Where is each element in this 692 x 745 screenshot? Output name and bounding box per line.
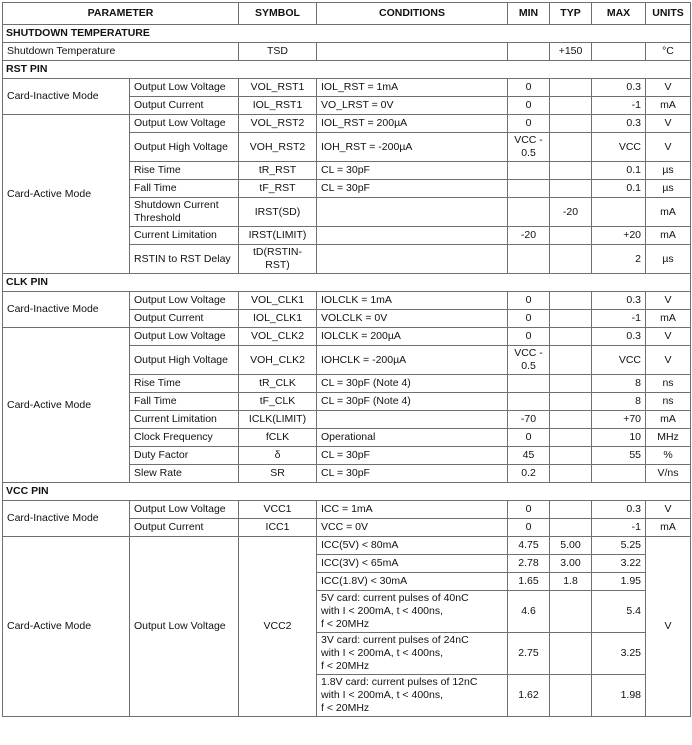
mode-cell: Card-Inactive Mode [3, 292, 130, 328]
conditions-cell [317, 411, 508, 429]
conditions-cell: CL = 30pF (Note 4) [317, 375, 508, 393]
param-cell: Output Low Voltage [130, 501, 239, 519]
unit-cell: V [646, 328, 691, 346]
section-vcc-pin [3, 483, 691, 501]
symbol-cell: tD(RSTIN-RST) [239, 245, 317, 274]
max-cell: +20 [592, 227, 646, 245]
max-cell [592, 43, 646, 61]
typ-cell: 3.00 [550, 555, 592, 573]
typ-cell [550, 501, 592, 519]
symbol-cell: tR_CLK [239, 375, 317, 393]
min-cell [508, 245, 550, 274]
unit-cell: µs [646, 245, 691, 274]
max-cell: 0.3 [592, 292, 646, 310]
typ-cell [550, 675, 592, 717]
table-row [3, 537, 691, 555]
typ-cell [550, 292, 592, 310]
unit-cell: mA [646, 519, 691, 537]
max-cell: 5.4 [592, 591, 646, 633]
min-cell: VCC - 0.5 [508, 346, 550, 375]
typ-cell: -20 [550, 198, 592, 227]
min-cell [508, 162, 550, 180]
min-cell: 0 [508, 310, 550, 328]
param-cell: Output Current [130, 519, 239, 537]
param-cell: Fall Time [130, 180, 239, 198]
conditions-cell: IOH_RST = -200µA [317, 133, 508, 162]
param-cell: Output High Voltage [130, 133, 239, 162]
min-cell: 0 [508, 115, 550, 133]
symbol-cell: VOH_RST2 [239, 133, 317, 162]
typ-cell [550, 393, 592, 411]
unit-cell: °C [646, 43, 691, 61]
symbol-cell: IOL_RST1 [239, 97, 317, 115]
max-cell: -1 [592, 310, 646, 328]
min-cell: 1.65 [508, 573, 550, 591]
typ-cell [550, 133, 592, 162]
min-cell: 0 [508, 79, 550, 97]
electrical-characteristics-table [2, 2, 691, 717]
table-body-main [3, 79, 691, 717]
max-cell [592, 198, 646, 227]
header-min: MIN [508, 3, 550, 25]
unit-cell: mA [646, 411, 691, 429]
param-cell: Output Low Voltage [130, 537, 239, 717]
min-cell: 0 [508, 328, 550, 346]
unit-cell: V [646, 133, 691, 162]
symbol-cell: VCC2 [239, 537, 317, 717]
conditions-cell [317, 43, 508, 61]
conditions-cell: IOLCLK = 200µA [317, 328, 508, 346]
header-conditions: CONDITIONS [317, 3, 508, 25]
conditions-cell: VO_LRST = 0V [317, 97, 508, 115]
min-cell [508, 180, 550, 198]
table-body [3, 25, 691, 79]
symbol-cell: tR_RST [239, 162, 317, 180]
param-cell: Output Current [130, 97, 239, 115]
typ-cell [550, 115, 592, 133]
mode-cell: Card-Active Mode [3, 537, 130, 717]
param-cell: Output Low Voltage [130, 328, 239, 346]
conditions-cell: IOHCLK = -200µA [317, 346, 508, 375]
max-cell [592, 465, 646, 483]
param-cell: Fall Time [130, 393, 239, 411]
max-cell: 5.25 [592, 537, 646, 555]
typ-cell [550, 162, 592, 180]
symbol-cell: IRST(LIMIT) [239, 227, 317, 245]
min-cell: 0 [508, 292, 550, 310]
symbol-cell: SR [239, 465, 317, 483]
min-cell: -20 [508, 227, 550, 245]
symbol-cell: ICLK(LIMIT) [239, 411, 317, 429]
symbol-cell: ICC1 [239, 519, 317, 537]
conditions-cell: ICC(3V) < 65mA [317, 555, 508, 573]
min-cell: 0.2 [508, 465, 550, 483]
unit-cell: V [646, 115, 691, 133]
conditions-cell: CL = 30pF [317, 162, 508, 180]
section-shutdown [3, 25, 691, 43]
min-cell [508, 375, 550, 393]
min-cell: -70 [508, 411, 550, 429]
symbol-cell: VCC1 [239, 501, 317, 519]
symbol-cell: VOL_RST2 [239, 115, 317, 133]
max-cell: 0.3 [592, 115, 646, 133]
symbol-cell: VOL_CLK1 [239, 292, 317, 310]
max-cell: 3.25 [592, 633, 646, 675]
table-row [3, 43, 691, 61]
param-cell: Output Current [130, 310, 239, 328]
typ-cell: 1.8 [550, 573, 592, 591]
conditions-cell: VCC = 0V [317, 519, 508, 537]
min-cell [508, 198, 550, 227]
mode-cell: Card-Inactive Mode [3, 79, 130, 115]
min-cell: 4.6 [508, 591, 550, 633]
table-row [3, 328, 691, 346]
max-cell: -1 [592, 519, 646, 537]
typ-cell [550, 633, 592, 675]
conditions-cell: ICC = 1mA [317, 501, 508, 519]
param-cell: Current Limitation [130, 227, 239, 245]
header-max: MAX [592, 3, 646, 25]
section-title: VCC PIN [3, 483, 691, 501]
conditions-cell: IOL_RST = 1mA [317, 79, 508, 97]
conditions-cell [317, 198, 508, 227]
min-cell: 45 [508, 447, 550, 465]
mode-cell: Card-Inactive Mode [3, 501, 130, 537]
max-cell: +70 [592, 411, 646, 429]
param-cell: RSTIN to RST Delay [130, 245, 239, 274]
min-cell: 0 [508, 97, 550, 115]
unit-cell: mA [646, 97, 691, 115]
min-cell: 1.62 [508, 675, 550, 717]
conditions-cell: IOLCLK = 1mA [317, 292, 508, 310]
unit-cell: V [646, 79, 691, 97]
min-cell: 0 [508, 429, 550, 447]
param-cell: Clock Frequency [130, 429, 239, 447]
conditions-cell: 5V card: current pulses of 40nC with I < 200mA, t < 400ns, f < 20MHz [317, 591, 508, 633]
header-row [3, 3, 691, 25]
table-row [3, 79, 691, 97]
header-parameter: PARAMETER [3, 3, 239, 25]
param-cell: Output Low Voltage [130, 115, 239, 133]
typ-cell [550, 79, 592, 97]
min-cell [508, 43, 550, 61]
min-cell [508, 393, 550, 411]
section-clk-pin [3, 274, 691, 292]
typ-cell [550, 519, 592, 537]
max-cell: 55 [592, 447, 646, 465]
unit-cell: µs [646, 162, 691, 180]
conditions-cell [317, 245, 508, 274]
unit-cell: ns [646, 375, 691, 393]
typ-cell [550, 227, 592, 245]
conditions-cell: ICC(5V) < 80mA [317, 537, 508, 555]
param-cell: Rise Time [130, 375, 239, 393]
symbol-cell: tF_CLK [239, 393, 317, 411]
param-cell: Slew Rate [130, 465, 239, 483]
conditions-cell: Operational [317, 429, 508, 447]
conditions-cell: CL = 30pF [317, 447, 508, 465]
max-cell: 0.3 [592, 328, 646, 346]
max-cell: -1 [592, 97, 646, 115]
symbol-cell: IOL_CLK1 [239, 310, 317, 328]
min-cell: 2.78 [508, 555, 550, 573]
param-cell: Output Low Voltage [130, 79, 239, 97]
max-cell: 8 [592, 375, 646, 393]
conditions-cell: VOLCLK = 0V [317, 310, 508, 328]
section-rst-pin [3, 61, 691, 79]
max-cell: 10 [592, 429, 646, 447]
typ-cell [550, 411, 592, 429]
unit-cell: V [646, 537, 691, 717]
max-cell: 0.1 [592, 162, 646, 180]
unit-cell: V [646, 292, 691, 310]
conditions-cell: IOL_RST = 200µA [317, 115, 508, 133]
max-cell: 0.3 [592, 79, 646, 97]
typ-cell [550, 97, 592, 115]
unit-cell: V/ns [646, 465, 691, 483]
table-row [3, 292, 691, 310]
conditions-cell: 3V card: current pulses of 24nC with I < 200mA, t < 400ns, f < 20MHz [317, 633, 508, 675]
param-cell: Output High Voltage [130, 346, 239, 375]
typ-cell [550, 245, 592, 274]
header-units: UNITS [646, 3, 691, 25]
section-title: RST PIN [3, 61, 691, 79]
table-row [3, 501, 691, 519]
param-cell: Duty Factor [130, 447, 239, 465]
unit-cell: MHz [646, 429, 691, 447]
symbol-cell: tF_RST [239, 180, 317, 198]
typ-cell [550, 447, 592, 465]
mode-cell: Card-Active Mode [3, 115, 130, 274]
table-row [3, 115, 691, 133]
max-cell: 0.1 [592, 180, 646, 198]
min-cell: VCC - 0.5 [508, 133, 550, 162]
max-cell: 1.95 [592, 573, 646, 591]
unit-cell: % [646, 447, 691, 465]
symbol-cell: δ [239, 447, 317, 465]
min-cell: 4.75 [508, 537, 550, 555]
typ-cell [550, 375, 592, 393]
symbol-cell: TSD [239, 43, 317, 61]
conditions-cell: CL = 30pF (Note 4) [317, 393, 508, 411]
param-cell: Shutdown Current Threshold [130, 198, 239, 227]
typ-cell: +150 [550, 43, 592, 61]
mode-cell: Card-Active Mode [3, 328, 130, 483]
symbol-cell: fCLK [239, 429, 317, 447]
conditions-cell: CL = 30pF [317, 180, 508, 198]
max-cell: 0.3 [592, 501, 646, 519]
min-cell: 0 [508, 519, 550, 537]
unit-cell: V [646, 346, 691, 375]
min-cell: 2.75 [508, 633, 550, 675]
typ-cell [550, 429, 592, 447]
typ-cell [550, 328, 592, 346]
header-typ: TYP [550, 3, 592, 25]
symbol-cell: VOH_CLK2 [239, 346, 317, 375]
max-cell: VCC [592, 346, 646, 375]
param-cell: Current Limitation [130, 411, 239, 429]
symbol-cell: IRST(SD) [239, 198, 317, 227]
min-cell: 0 [508, 501, 550, 519]
unit-cell: mA [646, 310, 691, 328]
conditions-cell: CL = 30pF [317, 465, 508, 483]
typ-cell [550, 465, 592, 483]
conditions-cell: 1.8V card: current pulses of 12nC with I < 200mA, t < 400ns, f < 20MHz [317, 675, 508, 717]
typ-cell: 5.00 [550, 537, 592, 555]
typ-cell [550, 310, 592, 328]
conditions-cell: ICC(1.8V) < 30mA [317, 573, 508, 591]
typ-cell [550, 591, 592, 633]
typ-cell [550, 180, 592, 198]
symbol-cell: VOL_RST1 [239, 79, 317, 97]
section-title: CLK PIN [3, 274, 691, 292]
max-cell: 3.22 [592, 555, 646, 573]
unit-cell: µs [646, 180, 691, 198]
unit-cell: mA [646, 227, 691, 245]
unit-cell: mA [646, 198, 691, 227]
unit-cell: V [646, 501, 691, 519]
param-cell: Output Low Voltage [130, 292, 239, 310]
section-title: SHUTDOWN TEMPERATURE [3, 25, 691, 43]
max-cell: 2 [592, 245, 646, 274]
unit-cell: ns [646, 393, 691, 411]
typ-cell [550, 346, 592, 375]
param-cell: Rise Time [130, 162, 239, 180]
max-cell: 1.98 [592, 675, 646, 717]
param-cell: Shutdown Temperature [3, 43, 239, 61]
symbol-cell: VOL_CLK2 [239, 328, 317, 346]
conditions-cell [317, 227, 508, 245]
max-cell: 8 [592, 393, 646, 411]
header-symbol: SYMBOL [239, 3, 317, 25]
max-cell: VCC [592, 133, 646, 162]
